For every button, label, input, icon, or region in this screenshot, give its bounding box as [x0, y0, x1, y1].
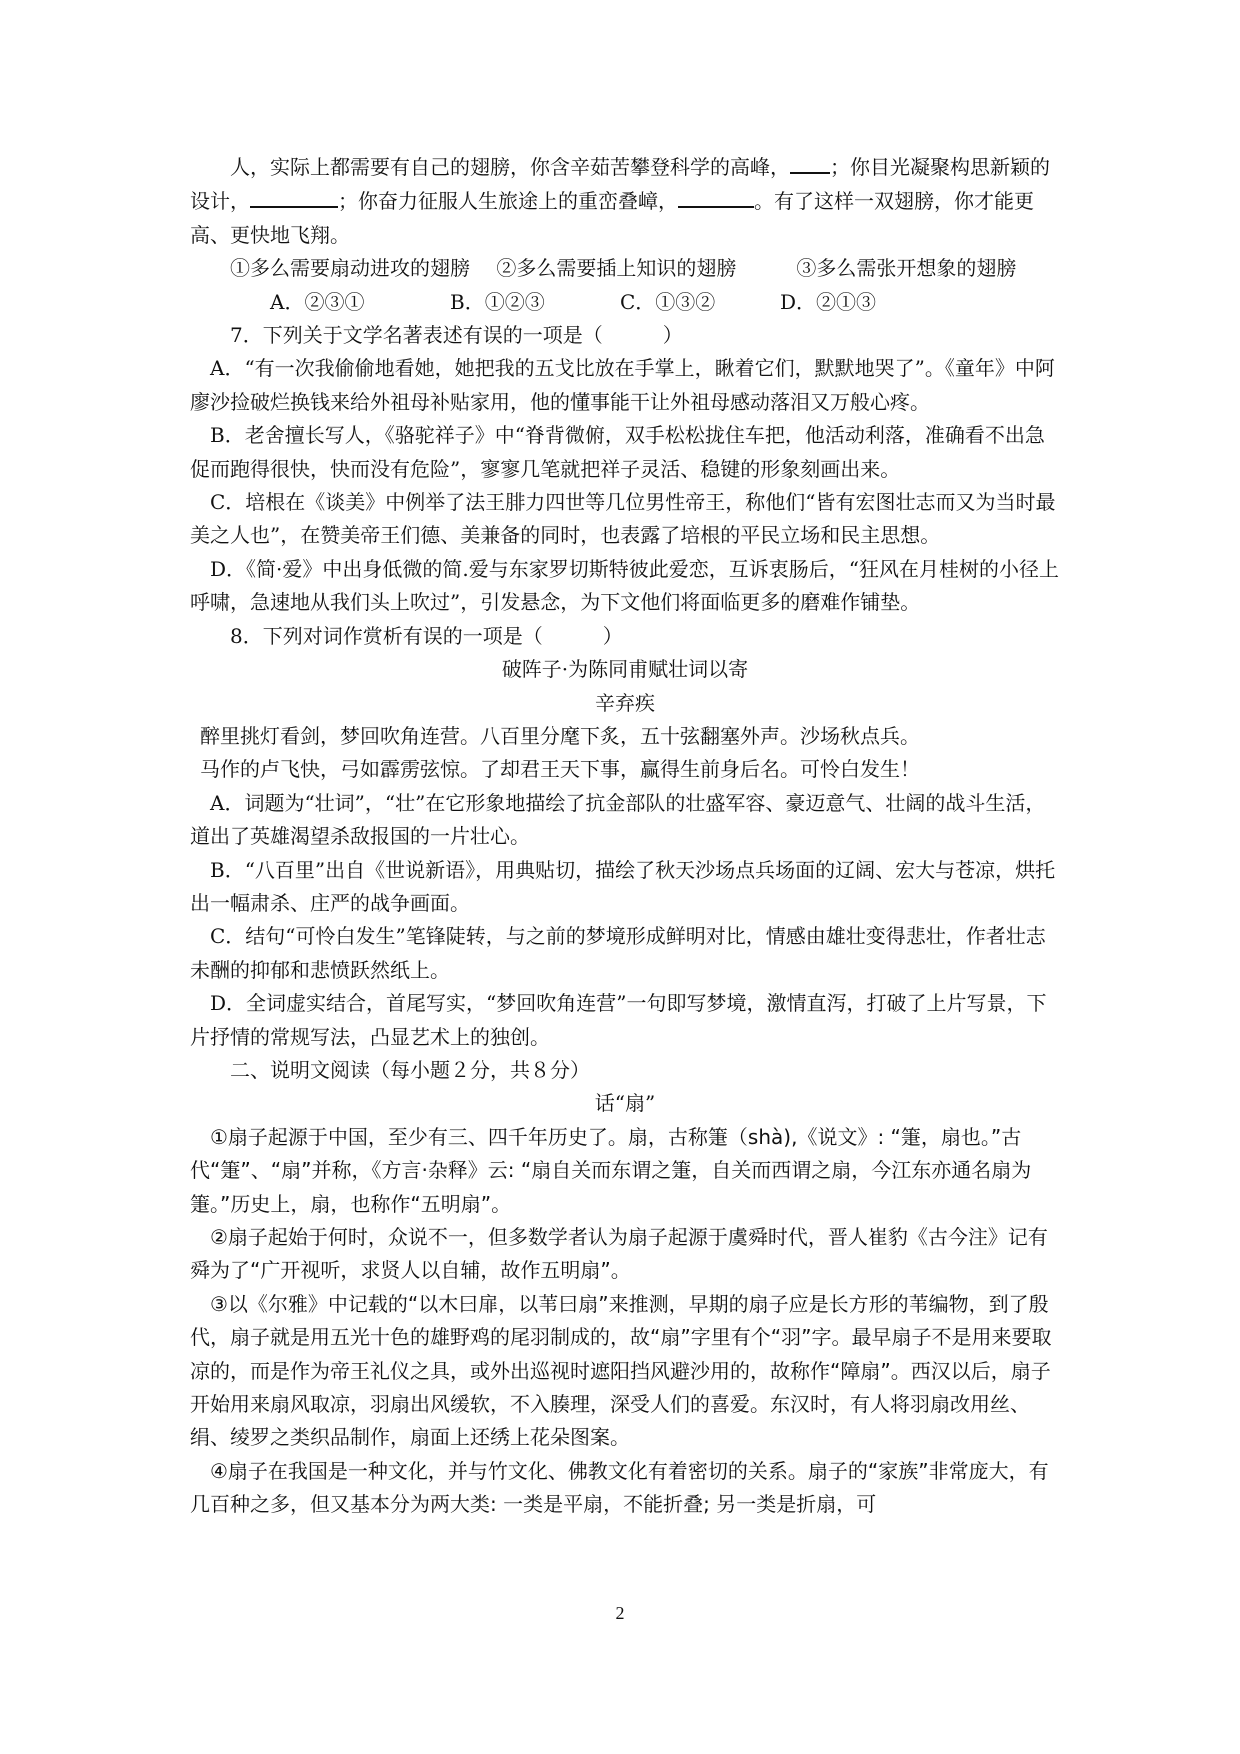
poem-author: 辛弃疾 [595, 690, 655, 715]
blank-3[interactable] [678, 184, 754, 208]
q8-stem: 8．下列对词作赏析有误的一项是（ ） [230, 623, 623, 648]
option-d[interactable]: D．②①③ [780, 289, 877, 314]
poem-line-2: 马作的卢飞快，弓如霹雳弦惊。了却君王天下事，赢得生前身后名。可怜白发生！ [200, 757, 920, 782]
q6-options [190, 286, 1060, 319]
article-paragraph-1: ①扇子起源于中国，至少有三、四千年历史了。扇，古称箑（shà),《说文》: “箑，扇也。”古代“箑”、“扇”并称，《方言·杂释》云: “扇自关而东谓之箑，自关而西谓之扇，今江东亦通名扇为箑。”历史上，扇，也称作“五明扇”。 [190, 1124, 1032, 1216]
page-number: 2 [615, 1603, 625, 1623]
q7-stem: 7．下列关于文学名著表述有误的一项是（ ） [230, 323, 683, 348]
q8-option-c: C．结句“可怜白发生”笔锋陡转，与之前的梦境形成鲜明对比，情感由雄壮变得悲壮，作者壮志未酬的抑郁和悲愤跃然纸上。 [190, 924, 1046, 982]
article-paragraph-2: ②扇子起始于何时，众说不一，但多数学者认为扇子起源于虞舜时代，晋人崔豹《古今注》记有舜为了“广开视听，求贤人以自辅，故作五明扇”。 [190, 1225, 1048, 1283]
blank-1[interactable] [790, 150, 830, 174]
option-a[interactable]: A．②③① [270, 289, 365, 314]
article-paragraph-3: ③以《尔雅》中记载的“以木曰扉，以苇曰扇”来推测，早期的扇子应是长方形的苇编物，到了殷代，扇子就是用五光十色的雄野鸡的尾羽制成的，故“扇”字里有个“羽”字。最早扇子不是用来要取凉的，而是作为帝王礼仪之具，或外出巡视时遮阳挡风避沙用的，故称作“障扇”。西汉以后，扇子开始用来扇风取凉，羽扇出风缓软，不入腠理，深受人们的喜爱。东汉时，有人将羽扇改用丝、绢、绫罗之类织品制作，扇面上还绣上花朵图案。 [190, 1291, 1052, 1450]
q8-option-b: B．“八百里”出自《世说新语》，用典贴切，描绘了秋天沙场点兵场面的辽阔、宏大与苍凉，烘托出一幅肃杀、庄严的战争画面。 [190, 857, 1056, 915]
poem-line-1: 醉里挑灯看剑，梦回吹角连营。八百里分麾下炙，五十弦翻塞外声。沙场秋点兵。 [200, 723, 920, 748]
page-content [190, 150, 1060, 1522]
q7-option-c: C．培根在《谈美》中例举了法王腓力四世等几位男性帝王，称他们“皆有宏图壮志而又为当时最美之人也”，在赞美帝王们德、美兼备的同时，也表露了培根的平民立场和民主思想。 [190, 490, 1056, 548]
section2-heading: 二、说明文阅读（每小题２分，共８分） [230, 1057, 590, 1082]
q6-items: ①多么需要扇动进攻的翅膀 ②多么需要插上知识的翅膀 ③多么需张开想象的翅膀 [230, 256, 1017, 281]
q8-option-a: A．词题为“壮词”，“壮”在它形象地描绘了抗金部队的壮盛军容、豪迈意气、壮阔的战斗生活，道出了英雄渴望杀敌报国的一片壮心。 [190, 790, 1046, 849]
q7-option-a: A．“有一次我偷偷地看她，她把我的五戈比放在手掌上，瞅着它们，默默地哭了”。《童年》中阿廖沙捡破烂换钱来给外祖母补贴家用，他的懂事能干让外祖母感动落泪又万般心疼。 [190, 356, 1055, 414]
q6-passage: 人，实际上都需要有自己的翅膀，你含辛茹苦攀登科学的高峰， ；你目光凝聚构思新颖的设计， ；你奋力征服人生旅途上的重峦叠嶂， 。有了这样一双翅膀，你才能更高、更快地飞翔。 [190, 150, 1060, 252]
blank-2[interactable] [250, 184, 338, 208]
article-paragraph-4: ④扇子在我国是一种文化，并与竹文化、佛教文化有着密切的关系。扇子的“家族”非常庞大，有几百种之多，但又基本分为两大类: 一类是平扇，不能折叠; 另一类是折扇，可 [190, 1458, 1049, 1517]
option-c[interactable]: C．①③② [620, 289, 716, 314]
q8-option-d: D．全词虚实结合，首尾写实，“梦回吹角连营”一句即写梦境，激情直泻，打破了上片写景，下片抒情的常规写法，凸显艺术上的独创。 [190, 991, 1047, 1049]
q7-option-b: B．老舍擅长写人，《骆驼祥子》中“脊背微俯，双手松松拢住车把，他活动利落，准确看不出急促而跑得很快，快而没有危险”，寥寥几笔就把祥子灵活、稳键的形象刻画出来。 [190, 423, 1045, 481]
article-title: 话“扇” [594, 1091, 656, 1116]
q7-option-d: D．《简·爱》中出身低微的简.爱与东家罗切斯特彼此爱恋，互诉衷肠后，“狂风在月桂树的小径上呼啸，急速地从我们头上吹过”，引发悬念，为下文他们将面临更多的磨难作铺垫。 [190, 556, 1059, 615]
poem-title: 破阵子·为陈同甫赋壮词以寄 [501, 657, 749, 682]
option-b[interactable]: B．①②③ [450, 289, 545, 314]
